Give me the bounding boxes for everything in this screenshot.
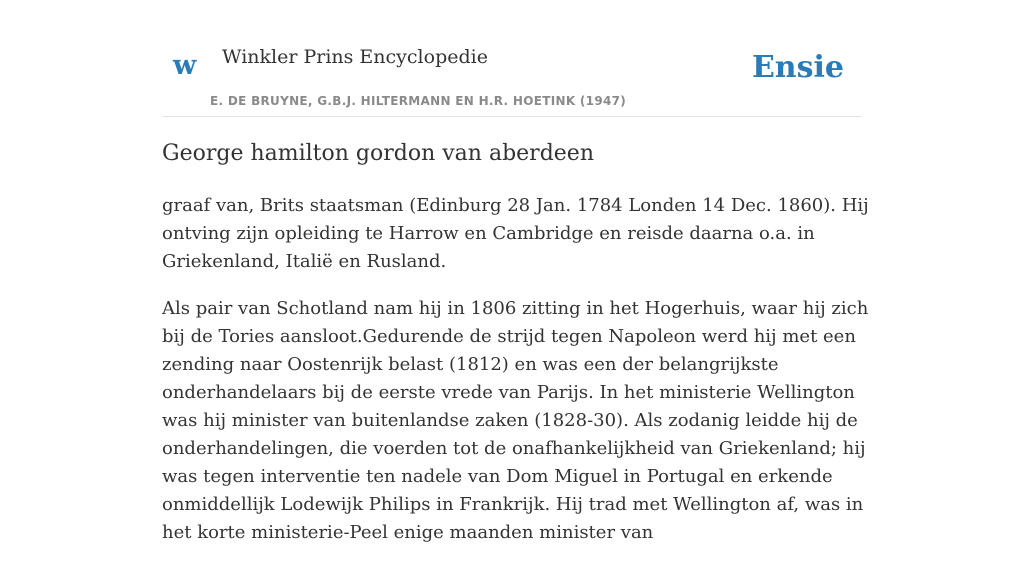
article-body bbox=[162, 192, 870, 566]
page bbox=[162, 0, 869, 543]
article-title: George hamilton gordon van aberdeen bbox=[162, 141, 594, 166]
publication-authors: E. DE BRUYNE, G.B.J. HILTERMANN EN H.R. HOETINK (1947) bbox=[210, 94, 627, 108]
article-paragraph: Als pair van Schotland nam hij in 1806 zitting in het Hogerhuis, waar hij zich bij de Tories aansloot.Gedurende de strijd tegen Napoleon werd hij met een zending naar Oostenrijk belast (1812) en was een der belangrijkste onderhandelaars bij de eerste vrede van Parijs. In het ministerie Wellington was hij minister van buitenlandse zaken (1828-30). Als zodanig leidde hij de onderhandelingen, die voerden tot de onafhankelijkheid van Griekenland; hij was tegen interventie ten nadele van Dom Miguel in Portugal en erkende onmiddellijk Lodewijk Philips in Frankrijk. Hij trad met Wellington af, was in het korte ministerie-Peel enige maanden minister van bbox=[162, 298, 869, 543]
article-paragraph: graaf van, Brits staatsman (Edinburg 28 Jan. 1784 Londen 14 Dec. 1860). Hij ontving zijn opleiding te Harrow en Cambridge en reisde daarna o.a. in Griekenland, Italië en Rusland. bbox=[162, 195, 869, 272]
ensie-brand-logo[interactable]: Ensie bbox=[751, 50, 844, 85]
publication-title[interactable]: Winkler Prins Encyclopedie bbox=[222, 46, 488, 68]
site-header bbox=[162, 0, 862, 117]
winkler-prins-logo-icon[interactable]: w bbox=[173, 50, 197, 81]
